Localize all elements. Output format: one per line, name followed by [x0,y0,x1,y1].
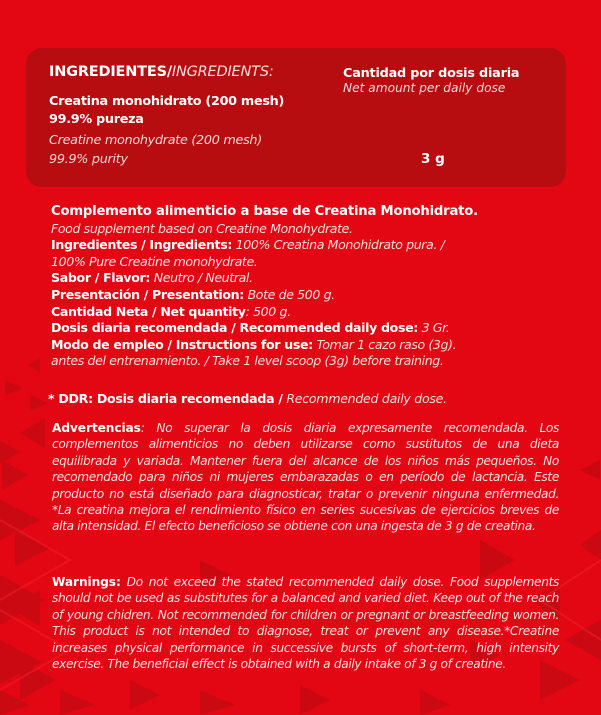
product-title-en [51,221,571,238]
warnings-es-text: : No superar la dosis diaria expresamente recomendada. Los complementos alimenticios no deben utilizarse como sustitutos de una dieta equilibrada y variada. Mantener fuera del alcance de los niños más pequeños. No recomendado para niños ni mujeres embarazadas o en período de lactancia. Este producto no está diseñado para diagnosticar, tratar o prevenir ninguna enfermedad. *La creatina mejora el rendimiento físico en series sucesivas de ejercicios breves de alta intensidad. El efecto beneficioso se obtiene con una ingesta de 3 g de creatina. [52,421,559,534]
ingredients-panel [26,48,566,187]
usage-label: Modo de empleo / Instructions for use: [51,336,313,352]
ingredient-line: 99.9% purity [49,152,128,167]
presentation-value: Bote de 500 g. [243,286,335,302]
ingredient-line: Creatine monohydrate (200 mesh) [49,133,262,148]
usage-row [51,337,571,354]
ingredients-label: Ingredientes / Ingredients: [51,237,233,253]
ingredients-heading [49,64,274,80]
ingredients-value-2: 100% Pure Creatine monohydrate. [51,253,258,269]
title-en-text: Food supplement based on Creatine Monohydrate. [51,220,353,236]
usage-value: Tomar 1 cazo raso (3g). [312,336,457,352]
product-info [51,204,571,370]
flavor-value: Neutro / Neutral. [150,270,253,286]
usage-value-2: antes del entrenamiento. / Take 1 level scoop (3g) before training. [51,353,444,369]
warnings-en-text: Do not exceed the stated recommended daily dose. Food supplements should not be used as substitutes for a balanced and varied diet. Keep out of the reach of young chidren. Not recommended for children or pregnant or breastfeeding women. This product is not intended to diagnose, treat or prevent any disease.*Creatine increases physical performance in successive bursts of short-term, high intensity exercise. The beneficial effect is obtained with a daily intake of 3 g of creatine. [52,575,559,672]
daily-dose-label: Dosis diaria recomendada / Recommended daily dose: [51,320,418,336]
flavor-row [51,270,571,287]
amount-value: 3 g [421,151,445,167]
warnings-spanish [52,420,559,535]
ddr-value: Recommended daily dose. [282,391,447,406]
net-quantity-label: Cantidad Neta / Net quantity [51,303,246,319]
daily-dose-value: 3 Gr. [417,320,450,336]
amount-title: Cantidad por dosis diaria [343,66,520,81]
heading-en: INGREDIENTS: [171,64,274,80]
net-quantity-row [51,304,571,321]
ingredient-line: Creatina monohidrato (200 mesh) [49,94,285,109]
ingredients-value: 100% Creatina Monohidrato pura. / [232,237,445,253]
warnings-en-label: Warnings: [52,575,121,589]
ddr-note [48,391,447,406]
product-title: Complemento alimenticio a base de Creatina Monohidrato. [51,204,478,219]
daily-dose-row [51,320,571,337]
ingredients-row-2 [51,254,571,271]
flavor-label: Sabor / Flavor: [51,270,151,286]
presentation-label: Presentación / Presentation: [51,286,244,302]
warnings-english [52,574,559,672]
heading-es: INGREDIENTES/ [49,64,172,80]
presentation-row [51,287,571,304]
ddr-label: * DDR: Dosis diaria recomendada / [48,391,283,406]
amount-subtitle: Net amount per daily dose [343,81,506,95]
ingredient-line: 99.9% pureza [49,112,144,127]
net-quantity-value: : 500 g. [245,303,291,319]
ingredients-row [51,237,571,254]
warnings-es-label: Advertencias [52,421,141,435]
usage-row-2 [51,353,571,370]
